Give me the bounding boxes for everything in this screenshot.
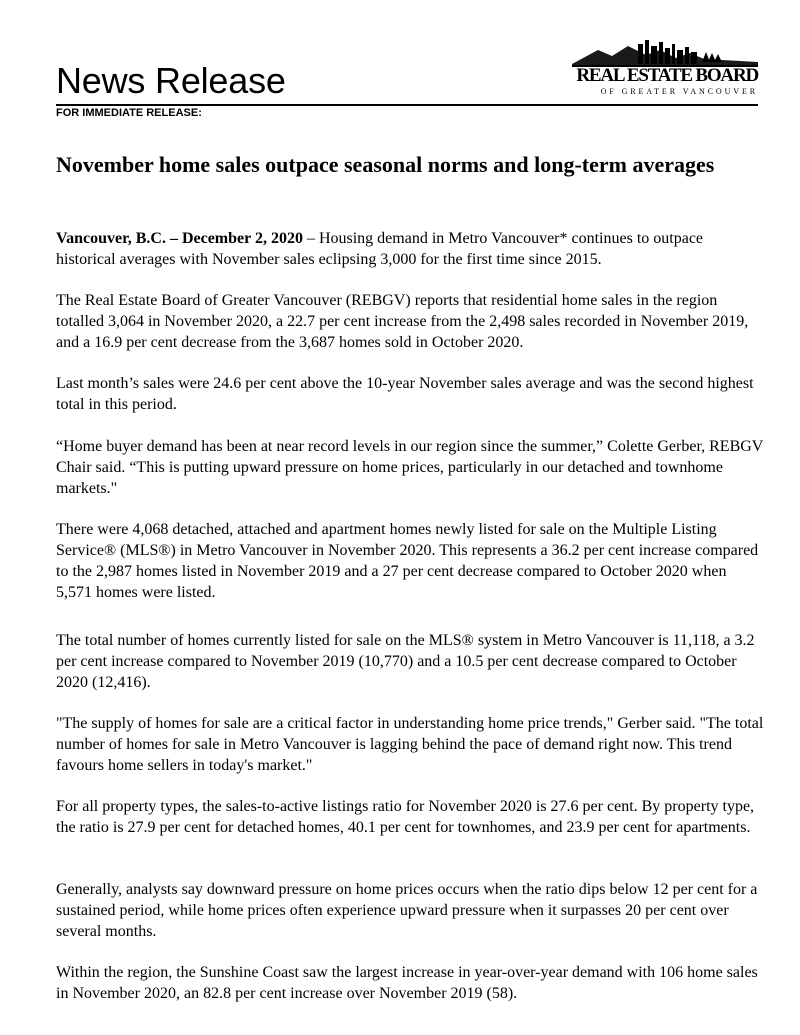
body-paragraph-quote-demand: “Home buyer demand has been at near record levels in our region since the summer,” Colette Gerber, REBGV Chair said. “This is putting upward pressure on home prices, particularly in our detached and townhome markets."	[56, 438, 764, 497]
skyline-icon	[568, 38, 758, 68]
body-paragraph-sunshine-coast: Within the region, the Sunshine Coast saw the largest increase in year-over-year demand with 106 home sales in November 2020, an 82.8 per cent increase over November 2019 (58).	[56, 964, 758, 1002]
page-title: News Release	[56, 60, 286, 101]
release-label: FOR IMMEDIATE RELEASE:	[56, 107, 202, 119]
body-paragraph-average: Last month’s sales were 24.6 per cent above the 10-year November sales average and was the second highest total in this period.	[56, 375, 754, 413]
body-paragraph-listings: There were 4,068 detached, attached and apartment homes newly listed for sale on the Multiple Listing Service® (MLS®) in Metro Vancouver in November 2020. This represents a 36.2 per cent increase compared to the 2,987 homes listed in November 2019 and a 27 per cent decrease compared to October 2020 when 5,571 homes were listed.	[56, 521, 759, 601]
logo-subtitle: OF GREATER VANCOUVER	[600, 87, 758, 96]
body-paragraph-ratio: For all property types, the sales-to-active listings ratio for November 2020 is 27.6 per cent. By property type, the ratio is 27.9 per cent for detached homes, 40.1 per cent for townhomes, and 23.9 per cent for apartments.	[56, 798, 755, 836]
body-paragraph-analysts: Generally, analysts say downward pressure on home prices occurs when the ratio dips below 12 per cent for a sustained period, while home prices often experience upward pressure when it surpasses 20 per cent over several months.	[56, 881, 758, 940]
body-paragraph-sales: The Real Estate Board of Greater Vancouver (REBGV) reports that residential home sales in the region totalled 3,064 in November 2020, a 22.7 per cent increase from the 2,498 sales recorded in November 2019, and a 16.9 per cent decrease from the 3,687 homes sold in October 2020.	[56, 292, 749, 351]
logo-name: REAL ESTATE BOARD	[576, 65, 758, 86]
dateline-text: – Housing demand in Metro Vancouver* continues to outpace historical averages with November sales eclipsing 3,000 for the first time since 2015.	[56, 230, 704, 268]
dateline-paragraph	[56, 228, 766, 270]
body-paragraph-quote-supply: "The supply of homes for sale are a critical factor in understanding home price trends," Gerber said. "The total number of homes for sale in Metro Vancouver is lagging behind the pace of demand right now. This trend favours home sellers in today's market."	[56, 715, 764, 774]
headline: November home sales outpace seasonal norms and long-term averages	[56, 152, 715, 177]
dateline-lead: Vancouver, B.C. – December 2, 2020	[56, 230, 303, 247]
board-logo	[568, 38, 758, 102]
body-paragraph-inventory: The total number of homes currently listed for sale on the MLS® system in Metro Vancouver is 11,118, a 3.2 per cent increase compared to November 2019 (10,770) and a 10.5 per cent decrease compared to October 2020 (12,416).	[56, 632, 755, 691]
